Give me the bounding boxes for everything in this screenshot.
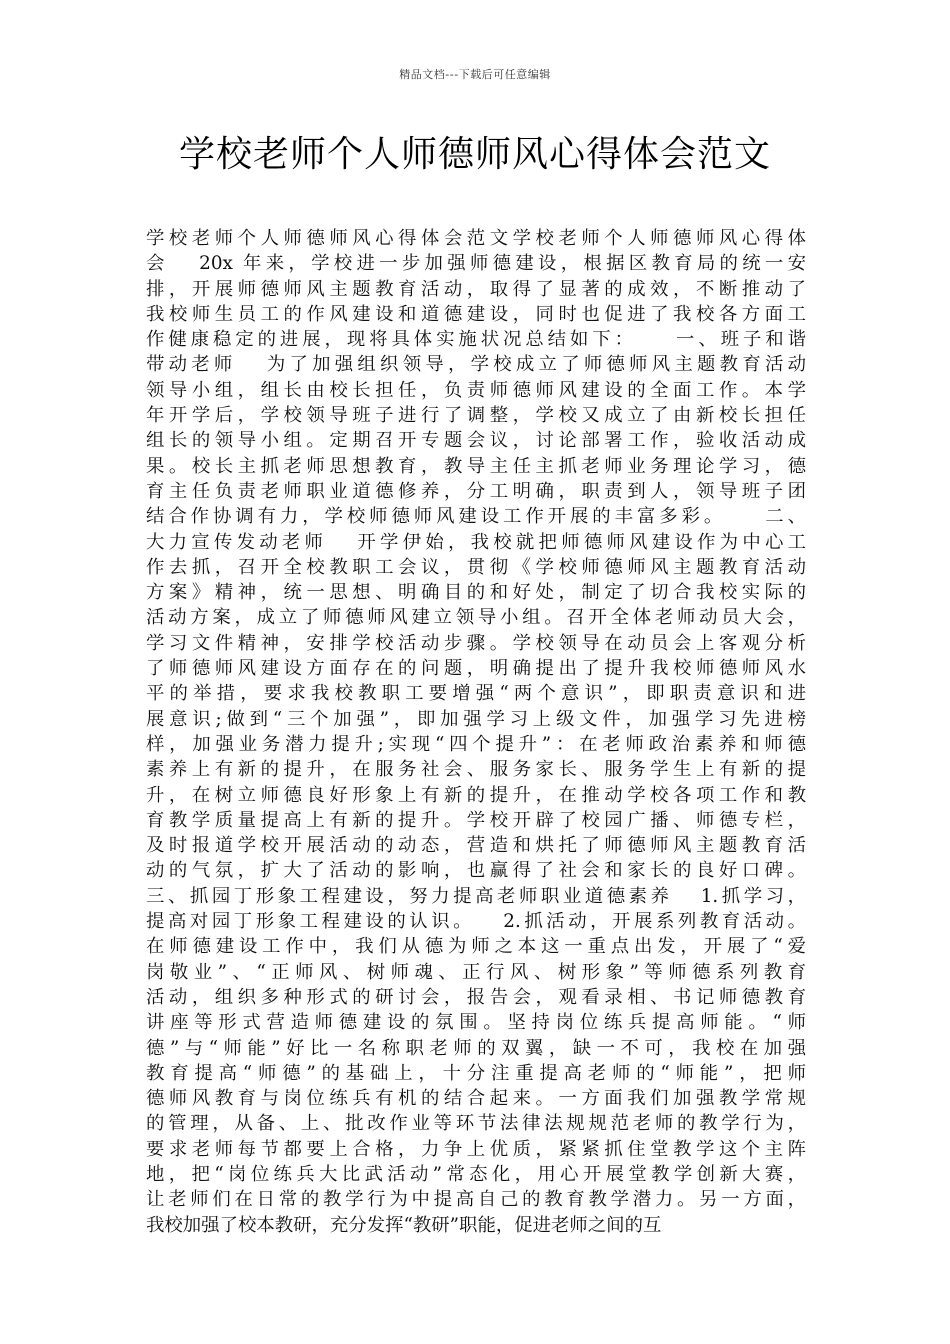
- body-line: 动的气氛，扩大了活动的影响，也赢得了社会和家长的良好口碑。: [146, 860, 806, 882]
- body-line: 三、抓园丁形象工程建设，努力提高老师职业道德素养 1.抓学习，: [146, 885, 806, 907]
- body-line: 提高对园丁形象工程建设的认识。 2.抓活动，开展系列教育活动。: [146, 911, 806, 933]
- body-line: 样，加强业务潜力提升;实现“四个提升”：在老师政治素养和师德: [146, 733, 806, 755]
- document-body: [146, 226, 806, 1238]
- body-line: 学校老师个人师德师风心得体会范文学校老师个人师德师风心得体: [146, 228, 806, 249]
- body-line: 作去抓，召开全校教职工会议，贯彻《学校师德师风主题教育活动: [146, 556, 806, 578]
- body-line: 结合作协调有力，学校师德师风建设工作开展的丰富多彩。 二、: [146, 506, 806, 528]
- body-line: 我校加强了校本教研，充分发挥“教研”职能，促进老师之间的互: [146, 1214, 662, 1236]
- body-line: 会 20x 年来，学校进一步加强师德建设，根据区教育局的统一安: [146, 253, 806, 275]
- body-line: 育主任负责老师职业道德修养，分工明确，职责到人，领导班子团: [146, 480, 806, 502]
- body-line: 方案》精神，统一思想、明确目的和好处，制定了切合我校实际的: [146, 582, 806, 604]
- body-line: 让老师们在日常的教学行为中提高自己的教育教学潜力。另一方面，: [146, 1189, 806, 1211]
- body-line: 岗敬业”、“正师风、树师魂、正行风、树形象”等师德系列教育: [146, 961, 806, 983]
- body-line: 德”与“师能”好比一名称职老师的双翼，缺一不可，我校在加强: [146, 1037, 806, 1059]
- body-line: 升，在树立师德良好形象上有新的提升，在推动学校各项工作和教: [146, 784, 806, 806]
- body-line: 教育提高“师德”的基础上，十分注重提高老师的“师能”，把师: [146, 1062, 806, 1084]
- body-line: 领导小组，组长由校长担任，负责师德师风建设的全面工作。本学: [146, 379, 806, 401]
- body-line: 果。校长主抓老师思想教育，教导主任主抓老师业务理论学习，德: [146, 455, 806, 477]
- body-line: 及时报道学校开展活动的动态，营造和烘托了师德师风主题教育活: [146, 835, 806, 857]
- body-line: 地，把“岗位练兵大比武活动”常态化，用心开展堂教学创新大赛，: [146, 1163, 806, 1185]
- body-line: 素养上有新的提升，在服务社会、服务家长、服务学生上有新的提: [146, 759, 806, 781]
- body-line: 展意识;做到“三个加强”，即加强学习上级文件，加强学习先进榜: [146, 708, 806, 730]
- body-line: 德师风教育与岗位练兵有机的结合起来。一方面我们加强教学常规: [146, 1088, 806, 1110]
- body-line: 了师德师风建设方面存在的问题，明确提出了提升我校师德师风水: [146, 658, 806, 680]
- body-line: 的管理，从备、上、批改作业等环节法律法规规范老师的教学行为，: [146, 1113, 806, 1135]
- body-line: 在师德建设工作中，我们从德为师之本这一重点出发，开展了“爱: [146, 936, 806, 958]
- body-line: 大力宣传发动老师 开学伊始，我校就把师德师风建设作为中心工: [146, 531, 806, 553]
- body-line: 活动方案，成立了师德师风建立领导小组。召开全体老师动员大会，: [146, 607, 806, 629]
- body-line: 讲座等形式营造师德建设的氛围。坚持岗位练兵提高师能。“师: [146, 1012, 806, 1034]
- body-line: 年开学后，学校领导班子进行了调整，学校又成立了由新校长担任: [146, 405, 806, 427]
- body-line: 我校师生员工的作风建设和道德建设，同时也促进了我校各方面工: [146, 303, 806, 325]
- body-line: 带动老师 为了加强组织领导，学校成立了师德师风主题教育活动: [146, 354, 806, 376]
- body-line: 排，开展师德师风主题教育活动，取得了显著的成效，不断推动了: [146, 278, 806, 300]
- header-note: 精品文档---下载后可任意编辑: [399, 68, 551, 81]
- body-line: 要求老师每节都要上合格，力争上优质，紧紧抓住堂教学这个主阵: [146, 1138, 806, 1160]
- body-line: 组长的领导小组。定期召开专题会议，讨论部署工作，验收活动成: [146, 430, 806, 452]
- body-line: 平的举措，要求我校教职工要增强“两个意识”，即职责意识和进: [146, 683, 806, 705]
- body-line: 育教学质量提高上有新的提升。学校开辟了校园广播、师德专栏，: [146, 809, 806, 831]
- body-line: 学习文件精神，安排学校活动步骤。学校领导在动员会上客观分析: [146, 632, 806, 654]
- document-title: 学校老师个人师德师风心得体会范文: [178, 134, 771, 175]
- body-line: 活动，组织多种形式的研讨会，报告会，观看录相、书记师德教育: [146, 986, 806, 1008]
- body-line: 作健康稳定的进展，现将具体实施状况总结如下： 一、班子和谐: [146, 329, 806, 351]
